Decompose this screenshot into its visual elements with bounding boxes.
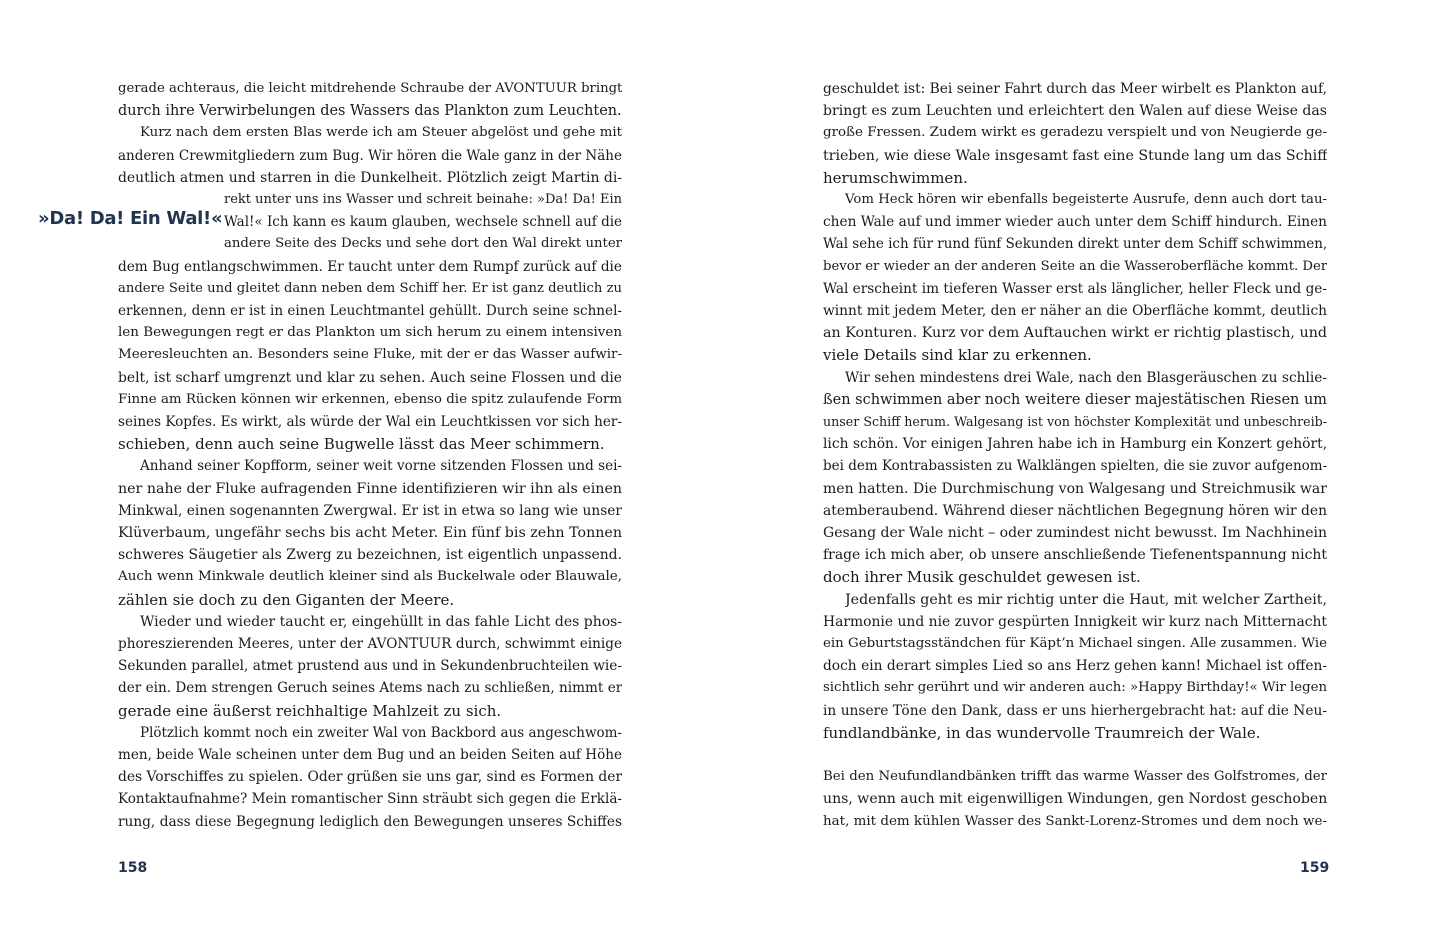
right-text-line: Wal erscheint im tieferen Wasser erst als länglicher, heller Fleck und ge- <box>823 280 1327 297</box>
page-number-left: 158 <box>118 860 148 876</box>
right-text-line: Gesang der Wale nicht – oder zumindest nicht bewusst. Im Nachhinein <box>823 525 1327 541</box>
left-page <box>0 0 722 940</box>
right-text-line: in unsere Töne den Dank, dass er uns hierhergebracht hat: auf die Neu- <box>823 702 1327 719</box>
left-text-line: Wal!« Ich kann es kaum glauben, wechsele schnell auf die <box>224 214 622 231</box>
right-text-line: Harmonie und nie zuvor gespürten Innigkeit wir kurz nach Mitternacht <box>823 613 1327 630</box>
left-text-line: phoreszierenden Meeres, unter der AVONTUUR durch, schwimmt einige <box>118 636 622 652</box>
right-text-line: an Konturen. Kurz vor dem Auftauchen wirkt er richtig plastisch, und <box>823 325 1327 342</box>
left-text-line: rung, dass diese Begegnung lediglich den Bewegungen unseres Schiffes <box>118 813 622 830</box>
left-text-line: Anhand seiner Kopfform, seiner weit vorne sitzenden Flossen und sei- <box>140 458 622 475</box>
left-text-line: Klüverbaum, ungefähr sechs bis acht Meter. Ein fünf bis zehn Tonnen <box>118 525 622 541</box>
left-text-line: men, beide Wale scheinen unter dem Bug und an beiden Seiten auf Höhe <box>118 747 622 763</box>
left-text-line: erkennen, denn er ist in einen Leuchtmantel gehüllt. Durch seine schnel- <box>118 303 622 319</box>
right-text-line: trieben, wie diese Wale insgesamt fast eine Stunde lang um das Schiff <box>823 147 1327 164</box>
right-text-line: hat, mit dem kühlen Wasser des Sankt-Lorenz-Stromes und dem noch we- <box>823 813 1327 829</box>
right-text-line: Bei den Neufundlandbänken trifft das warme Wasser des Golfstromes, der <box>823 769 1327 785</box>
right-text-line: Vom Heck hören wir ebenfalls begeisterte Ausrufe, denn auch dort tau- <box>845 192 1327 207</box>
right-text-line: bringt es zum Leuchten und erleichtert den Walen auf diese Weise das <box>823 103 1327 120</box>
left-text-line: rekt unter uns ins Wasser und schreit beinahe: »Da! Da! Ein <box>224 192 622 207</box>
right-text-line: uns, wenn auch mit eigenwilligen Windungen, gen Nordost geschoben <box>823 791 1327 808</box>
left-text-line: gerade achteraus, die leicht mitdrehende Schraube der AVONTUUR bringt <box>118 81 622 96</box>
left-text-line: anderen Crewmitgliedern zum Bug. Wir hören die Wale ganz in der Nähe <box>118 147 622 164</box>
left-text-line: deutlich atmen und starren in die Dunkelheit. Plötzlich zeigt Martin di- <box>118 169 622 186</box>
right-text-line: men hatten. Die Durchmischung von Walgesang und Streichmusik war <box>823 480 1327 497</box>
left-text-line: Finne am Rücken können wir erkennen, ebenso die spitz zulaufende Form <box>118 391 622 407</box>
right-text-line: sichtlich sehr gerührt und wir anderen auch: »Happy Birthday!« Wir legen <box>823 680 1327 696</box>
right-text-line: Wir sehen mindestens drei Wale, nach den Blasgeräuschen zu schlie- <box>845 369 1327 386</box>
right-text-line: große Fressen. Zudem wirkt es geradezu verspielt und von Neugierde ge- <box>823 125 1327 141</box>
left-text-line: zählen sie doch zu den Giganten der Meere. <box>118 590 455 609</box>
left-text-line: andere Seite des Decks und sehe dort den Wal direkt unter <box>224 236 622 252</box>
right-text-line: herumschwimmen. <box>823 168 968 187</box>
left-text-line: der ein. Dem strengen Geruch seines Atems nach zu schließen, nimmt er <box>118 680 622 697</box>
left-text-line: Kontaktaufnahme? Mein romantischer Sinn sträubt sich gegen die Erklä- <box>118 791 622 808</box>
left-text-line: Auch wenn Minkwale deutlich kleiner sind als Buckelwale oder Blauwale, <box>118 569 622 585</box>
right-text-line: ein Geburtstagsständchen für Käpt’n Michael singen. Alle zusammen. Wie <box>823 636 1327 651</box>
right-page <box>722 0 1445 940</box>
left-text-line: len Bewegungen regt er das Plankton um sich herum zu einem intensiven <box>118 325 622 341</box>
right-text-line: geschuldet ist: Bei seiner Fahrt durch das Meer wirbelt es Plankton auf, <box>823 81 1327 97</box>
left-text-line: des Vorschiffes zu spielen. Oder grüßen sie uns gar, sind es Formen der <box>118 769 622 786</box>
right-text-line: lich schön. Vor einigen Jahren habe ich in Hamburg ein Konzert gehört, <box>823 436 1327 453</box>
right-text-line: atemberaubend. Während dieser nächtlichen Begegnung hören wir den <box>823 502 1327 519</box>
left-text-line: Sekunden parallel, atmet prustend aus und in Sekundenbruchteilen wie- <box>118 658 622 675</box>
left-text-line: Kurz nach dem ersten Blas werde ich am Steuer abgelöst und gehe mit <box>140 125 622 141</box>
left-text-line: Meeresleuchten an. Besonders seine Fluke, mit der er das Wasser aufwir- <box>118 347 622 363</box>
left-text-line: Minkwal, einen sogenannten Zwergwal. Er ist in etwa so lang wie unser <box>118 502 622 519</box>
right-text-line: ßen schwimmen aber noch weitere dieser majestätischen Riesen um <box>823 391 1327 408</box>
page-number-right: 159 <box>1300 860 1330 876</box>
right-text-line: frage ich mich aber, ob unsere anschließende Tiefenentspannung nicht <box>823 547 1327 564</box>
left-text-line: belt, ist scharf umgrenzt und klar zu sehen. Auch seine Flossen und die <box>118 369 622 386</box>
right-text-line: chen Wale auf und immer wieder auch unter dem Schiff hindurch. Einen <box>823 214 1327 231</box>
left-text-line: dem Bug entlangschwimmen. Er taucht unter dem Rumpf zurück auf die <box>118 258 622 275</box>
left-text-line: ner nahe der Fluke aufragenden Finne identifizieren wir ihn als einen <box>118 480 622 497</box>
left-text-line: andere Seite und gleitet dann neben dem Schiff her. Er ist ganz deutlich zu <box>118 280 622 296</box>
left-text-line: schieben, denn auch seine Bugwelle lässt das Meer schimmern. <box>118 435 605 454</box>
left-text-line: Plötzlich kommt noch ein zweiter Wal von Backbord aus angeschwom- <box>140 724 622 741</box>
right-text-line: Jedenfalls geht es mir richtig unter die Haut, mit welcher Zartheit, <box>845 591 1327 608</box>
right-text-line: Wal sehe ich für rund fünf Sekunden direkt unter dem Schiff schwimmen, <box>823 236 1327 253</box>
pull-quote: »Da! Da! Ein Wal!« <box>38 208 223 229</box>
left-text-line: seines Kopfes. Es wirkt, als würde der Wal ein Leuchtkissen vor sich her- <box>118 414 622 430</box>
left-text-line: gerade eine äußerst reichhaltige Mahlzeit zu sich. <box>118 701 502 720</box>
right-text-line: viele Details sind klar zu erkennen. <box>823 346 1092 365</box>
left-text-line: durch ihre Verwirbelungen des Wassers das Plankton zum Leuchten. <box>118 103 622 120</box>
right-text-line: bevor er wieder an der anderen Seite an die Wasseroberfläche kommt. Der <box>823 258 1327 274</box>
right-text-line: doch ein derart simples Lied so ans Herz gehen kann! Michael ist offen- <box>823 658 1327 675</box>
left-text-line: schweres Säugetier als Zwerg zu bezeichnen, ist eigentlich unpassend. <box>118 547 622 564</box>
right-text-line: fundlandbänke, in das wundervolle Traumreich der Wale. <box>823 723 1261 742</box>
right-text-line: doch ihrer Musik geschuldet gewesen ist. <box>823 568 1141 587</box>
left-text-line: Wieder und wieder taucht er, eingehüllt in das fahle Licht des phos- <box>140 613 622 630</box>
right-text-line: winnt mit jedem Meter, den er näher an die Oberfläche kommt, deutlich <box>823 303 1327 319</box>
right-text-line: unser Schiff herum. Walgesang ist von höchster Komplexität und unbeschreib- <box>823 414 1327 429</box>
right-text-line: bei dem Kontrabassisten zu Walklängen spielten, die sie zuvor aufgenom- <box>823 458 1327 475</box>
